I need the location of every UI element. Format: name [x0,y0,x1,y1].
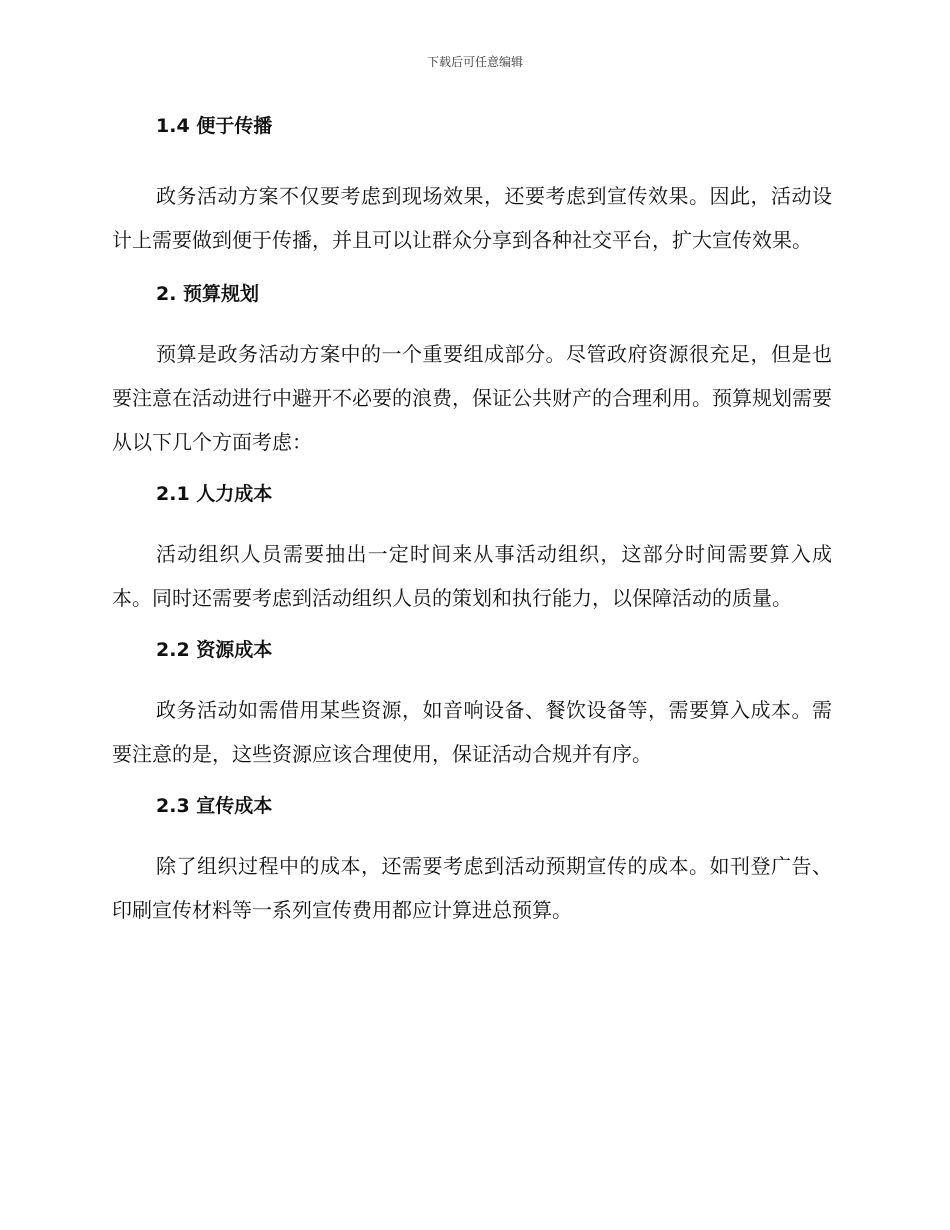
section-paragraph: 政务活动方案不仅要考虑到现场效果，还要考虑到宣传效果。因此，活动设计上需要做到便于传播，并且可以让群众分享到各种社交平台，扩大宣传效果。 [112,184,832,252]
section-paragraph: 除了组织过程中的成本，还需要考虑到活动预期宣传的成本。如刊登广告、印刷宣传材料等一系列宣传费用都应计算进总预算。 [112,854,832,922]
page-header: 下载后可任意编辑 [426,55,523,69]
section-heading: 2.1 人力成本 [156,483,273,505]
section-heading: 2.3 宣传成本 [156,795,273,817]
document-body [112,110,832,932]
section-paragraph: 活动组织人员需要抽出一定时间来从事活动组织，这部分时间需要算入成本。同时还需要考虑到活动组织人员的策划和执行能力，以保障活动的质量。 [112,542,832,610]
section-heading: 1.4 便于传播 [156,115,273,137]
section-paragraph: 政务活动如需借用某些资源，如音响设备、餐饮设备等，需要算入成本。需要注意的是，这些资源应该合理使用，保证活动合规并有序。 [112,698,832,766]
section-heading: 2.2 资源成本 [156,639,273,661]
section-paragraph: 预算是政务活动方案中的一个重要组成部分。尽管政府资源很充足，但是也要注意在活动进行中避开不必要的浪费，保证公共财产的合理利用。预算规划需要从以下几个方面考虑： [112,342,832,454]
section-heading: 2. 预算规划 [156,283,260,305]
